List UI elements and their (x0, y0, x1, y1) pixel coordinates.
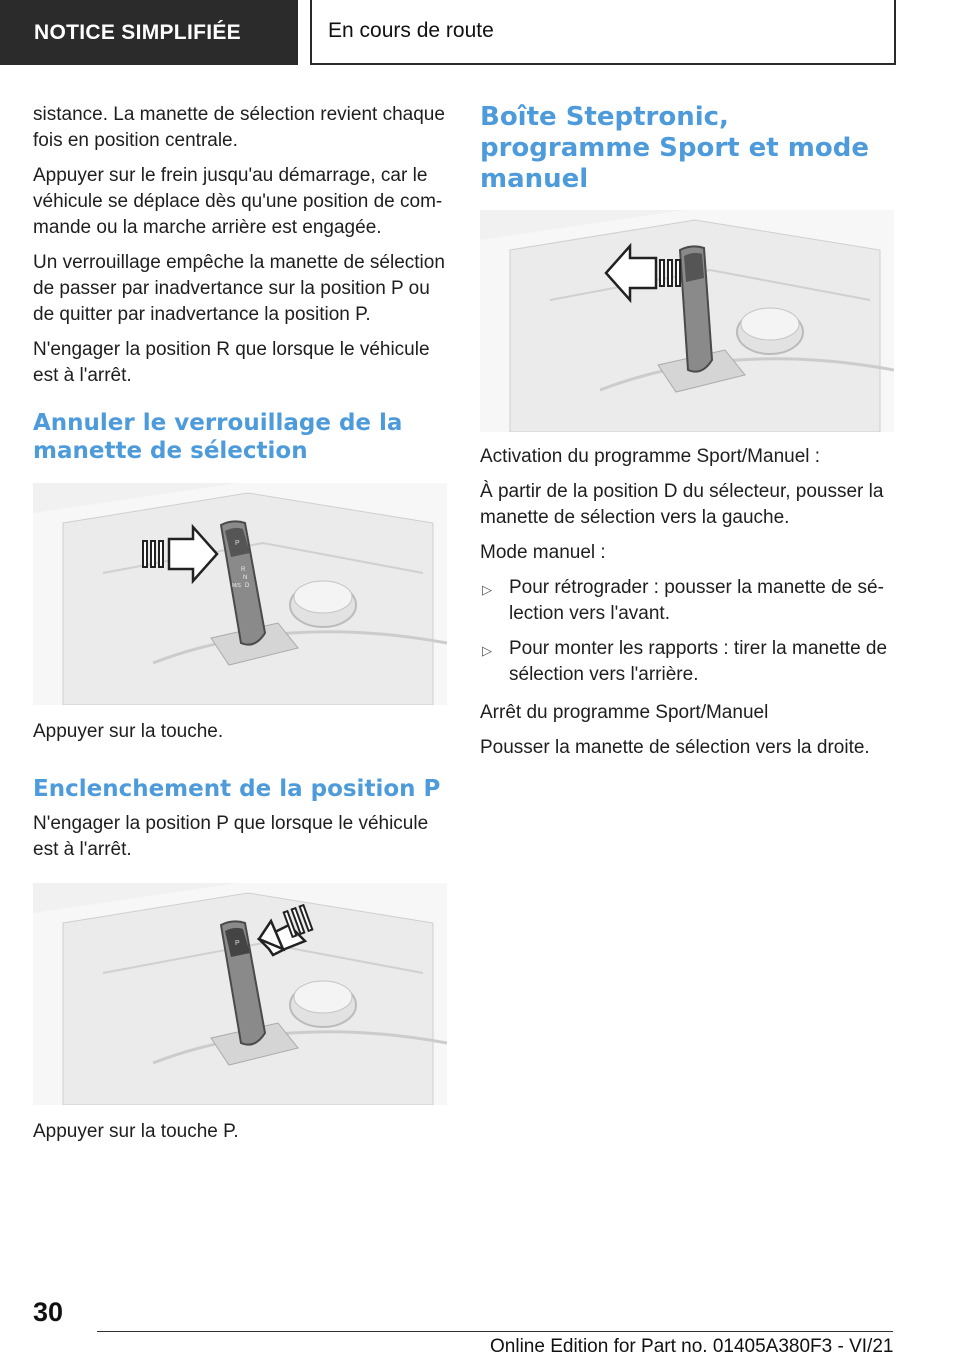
left-column (33, 102, 447, 1154)
heading-unlock-selector: Annuler le verrouillage de la manette de sélection (33, 410, 403, 464)
right-column (480, 102, 894, 770)
list-item (480, 636, 894, 688)
footer-edition: Online Edition for Part no. 01405A380F3 - VI/21 (490, 1336, 894, 1357)
paragraph-park: N'engager la position P que lorsque le véhicule est à l'arrêt. (33, 813, 429, 860)
paragraph-push-right: Pousser la manette de sélection vers la droite. (480, 737, 870, 758)
lever-letter-n: N (243, 575, 248, 581)
lever-letter-d: D (245, 583, 250, 589)
paragraph-brake: Appuyer sur le frein jusqu'au démarrage, car le véhicule se déplace dès qu'une position de com-mande ou la marche arrière est engagée. (33, 165, 443, 238)
header-chapter-title: En cours de route (310, 0, 896, 65)
figure-park-wrapper (33, 883, 447, 1105)
figure-unlock-selector (33, 483, 447, 705)
triangle-right-outline-icon: ▷ (482, 643, 492, 658)
paragraph-continuation: sistance. La manette de sélection revient chaque fois en position centrale. (33, 104, 445, 151)
caption-park: Appuyer sur la touche P. (33, 1121, 239, 1142)
list-item (480, 575, 894, 627)
footer-divider (97, 1331, 893, 1332)
caption-unlock: Appuyer sur la touche. (33, 721, 224, 742)
paragraph-manual-mode: Mode manuel : (480, 542, 606, 563)
paragraph-stop-sport: Arrêt du programme Sport/Manuel (480, 702, 769, 723)
lever-letter-p: P (235, 540, 240, 547)
heading-park-position: Enclenchement de la position P (33, 776, 441, 802)
figure-sport-wrapper (480, 210, 894, 432)
manual-mode-list (480, 575, 894, 688)
paragraph-activation: Activation du programme Sport/Manuel : (480, 446, 821, 467)
lever-letter-r: R (241, 567, 246, 573)
figure-park-button (33, 883, 447, 1105)
page-number: 30 (33, 1297, 64, 1327)
list-item-text: Pour rétrograder : pousser la manette de sé-lection vers l'avant. (509, 577, 884, 624)
list-item-text: Pour monter les rapports : tirer la manette de sélection vers l'arrière. (509, 638, 888, 685)
paragraph-lock: Un verrouillage empêche la manette de sélection de passer par inadvertance sur la position P ou de quitter par inadvertance la position P. (33, 252, 445, 325)
lever-letter-p: P (235, 940, 240, 947)
figure-unlock-wrapper (33, 483, 447, 705)
heading-steptronic-sport: Boîte Steptronic, programme Sport et mode manuel (480, 102, 869, 194)
header-section-tab: NOTICE SIMPLIFIÉE (0, 0, 298, 65)
paragraph-from-d: À partir de la position D du sélecteur, pousser la manette de sélection vers la gauche. (480, 481, 884, 528)
triangle-right-outline-icon: ▷ (482, 582, 492, 597)
lever-letter-ms: M/S (232, 583, 241, 589)
paragraph-reverse: N'engager la position R que lorsque le véhicule est à l'arrêt. (33, 339, 430, 386)
figure-sport-mode (480, 210, 894, 432)
